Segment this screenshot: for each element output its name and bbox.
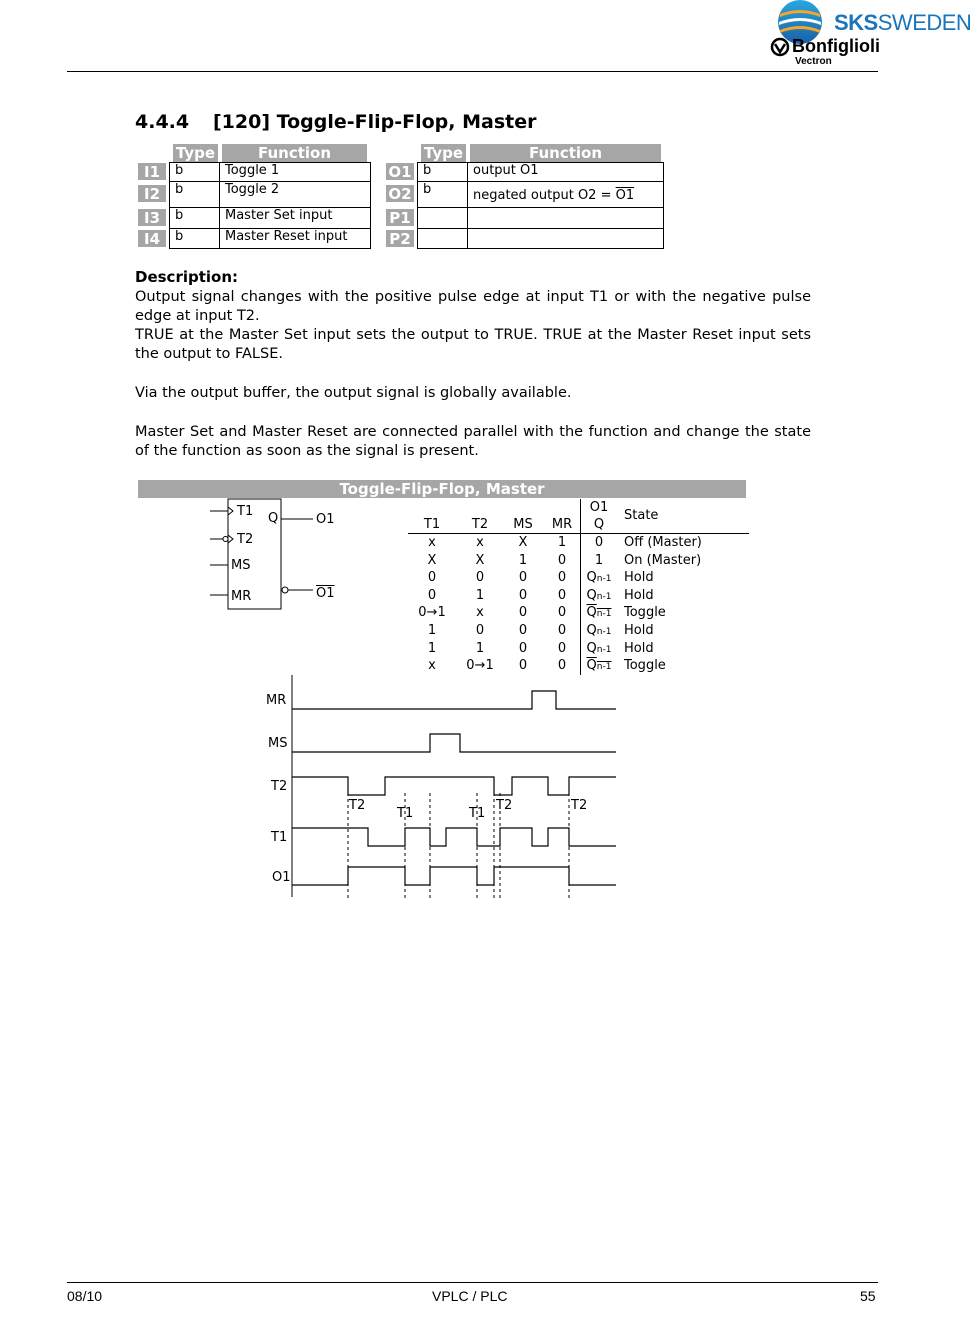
footer-page: 55 [860, 1288, 876, 1304]
footer-rule [67, 1282, 878, 1283]
tt-cell-q-subscript: n-1 [596, 609, 612, 619]
waveform-ms [292, 734, 616, 752]
waveform-o1 [292, 867, 616, 885]
tt-cell-q-value [587, 641, 612, 656]
tt-cell-q-subscript: n-1 [596, 592, 612, 602]
timing-label-ms: MS [268, 736, 288, 751]
tt-cell-ms: 1 [518, 553, 528, 568]
tt-header-q: Q [593, 517, 605, 532]
block-label-q: Q [268, 511, 279, 526]
block-label-o1: O1 [316, 512, 335, 527]
tt-header-t2: T2 [471, 517, 489, 532]
tt-cell-mr: 0 [557, 570, 567, 585]
tt-cell-q [582, 657, 616, 676]
tt-header-o1: O1 [589, 500, 609, 515]
tt-cell-mr: 0 [557, 641, 567, 656]
tt-header-state: State [624, 508, 659, 523]
block-label-ms: MS [231, 558, 251, 573]
tt-cell-mr: 0 [557, 623, 567, 638]
tt-cell-ms: 0 [518, 605, 528, 620]
tt-cell-q-value [595, 553, 603, 568]
diagram-banner: Toggle-Flip-Flop, Master [138, 480, 746, 498]
timing-label-mr: MR [266, 693, 287, 708]
tt-cell-q-subscript: n-1 [596, 662, 612, 672]
pin-o1: O1 [386, 163, 414, 180]
logo-sks-bold: SKS [834, 10, 878, 35]
tt-cell-ms: X [518, 535, 528, 550]
i4-type: b [169, 228, 220, 249]
tt-cell-q-value [595, 535, 603, 550]
pin-p1: P1 [386, 209, 414, 226]
tt-cell-mr: 0 [557, 553, 567, 568]
header-rule [67, 71, 878, 72]
tt-cell-q-subscript: n-1 [596, 627, 612, 637]
tt-cell-q-base: Q [586, 658, 597, 673]
tt-cell-ms: 0 [518, 570, 528, 585]
i4-function: Master Reset input [219, 228, 371, 249]
timing-label-t2: T2 [271, 779, 288, 794]
i2-function: Toggle 2 [219, 181, 371, 208]
tt-cell-state: Toggle [624, 658, 666, 673]
timing-diagram [260, 675, 620, 900]
edge-label-1: T2 [349, 798, 366, 813]
logo-sub: Vectron [795, 56, 832, 67]
inputs-type-header: Type [173, 144, 218, 162]
tt-cell-t2: x [476, 605, 484, 620]
tt-cell-q [582, 604, 616, 623]
tt-cell-mr: 0 [557, 605, 567, 620]
tt-cell-t1: x [428, 658, 436, 673]
o2-type: b [417, 181, 468, 208]
o2-function-overline: O1 [615, 188, 635, 203]
tt-cell-q-base: 0 [594, 535, 604, 550]
tt-cell-q-value [587, 605, 612, 620]
tt-cell-t1: 1 [427, 641, 437, 656]
logo-sks-text [834, 10, 971, 36]
section-title: [120] Toggle-Flip-Flop, Master [213, 111, 537, 133]
description-p1: Output signal changes with the positive pulse edge at input T1 or with the negative pulse edge at input T2. [135, 289, 811, 324]
p1-function [467, 207, 664, 229]
tt-cell-q-base: Q [586, 588, 597, 603]
description-p4: Master Set and Master Reset are connected parallel with the function and change the state of the function as soon as the signal is present. [135, 424, 811, 459]
waveform-t2 [292, 777, 616, 795]
tt-cell-mr: 1 [557, 535, 567, 550]
tt-cell-t2: 0 [475, 570, 485, 585]
tt-cell-ms: 0 [518, 623, 528, 638]
edge-label-5: T2 [571, 798, 588, 813]
tt-cell-ms: 0 [518, 588, 528, 603]
outputs-type-header: Type [421, 144, 466, 162]
tt-cell-t2: X [475, 553, 485, 568]
i3-type: b [169, 207, 220, 229]
p2-function [467, 228, 664, 249]
tt-cell-t1: X [427, 553, 437, 568]
tt-cell-state: Hold [624, 588, 654, 603]
pin-i2: I2 [138, 185, 166, 202]
tt-cell-q-base: Q [586, 623, 597, 638]
tt-cell-q [582, 569, 616, 588]
o1-type: b [417, 162, 468, 182]
pin-i4: I4 [138, 230, 166, 247]
tt-cell-q [582, 534, 616, 551]
tt-cell-t2: x [476, 535, 484, 550]
tt-cell-ms: 0 [518, 658, 528, 673]
waveform-t1 [292, 828, 616, 846]
outputs-function-header: Function [470, 144, 661, 162]
timing-label-o1: O1 [272, 870, 291, 885]
waveform-mr [292, 691, 616, 709]
block-label-t1: T1 [237, 504, 254, 519]
pin-i3: I3 [138, 209, 166, 226]
tt-cell-state: Toggle [624, 605, 666, 620]
tt-cell-mr: 0 [557, 658, 567, 673]
tt-header-ms: MS [513, 517, 533, 532]
description-p3: Via the output buffer, the output signal is globally available. [135, 385, 572, 401]
i2-type: b [169, 181, 220, 208]
pin-o2: O2 [386, 185, 414, 202]
tt-cell-q-base: 1 [594, 553, 604, 568]
tt-cell-q-value [587, 658, 612, 673]
tt-cell-q-base: Q [586, 641, 597, 656]
tt-cell-q-value [587, 623, 612, 638]
tt-cell-q-base: Q [586, 605, 597, 620]
pin-i1: I1 [138, 163, 166, 180]
block-label-mr: MR [231, 589, 252, 604]
tt-cell-ms: 0 [518, 641, 528, 656]
logo-sks-light: SWEDEN [877, 10, 971, 35]
tt-cell-t2: 1 [475, 588, 485, 603]
p2-type [417, 228, 468, 249]
edge-label-4: T2 [496, 798, 513, 813]
block-label-o1-negated: O1 [316, 586, 335, 601]
tt-cell-t2: 0 [475, 623, 485, 638]
tt-cell-q-subscript: n-1 [596, 574, 612, 584]
tt-cell-state: Off (Master) [624, 535, 702, 550]
tt-cell-mr: 0 [557, 588, 567, 603]
footer-doc: VPLC / PLC [432, 1288, 508, 1304]
tt-cell-t1: 1 [427, 623, 437, 638]
tt-cell-t1: 0 [427, 570, 437, 585]
inputs-function-header: Function [222, 144, 367, 162]
timing-label-t1: T1 [271, 830, 288, 845]
tt-cell-state: On (Master) [624, 553, 702, 568]
i1-type: b [169, 162, 220, 182]
edge-label-2: T1 [397, 806, 414, 821]
tt-cell-q [582, 552, 616, 569]
pin-p2: P2 [386, 230, 414, 247]
tt-cell-q-value [587, 570, 612, 585]
block-label-t2: T2 [237, 532, 254, 547]
footer-date: 08/10 [67, 1288, 103, 1304]
tt-cell-q-value [587, 588, 612, 603]
tt-cell-t1: 0→1 [418, 605, 446, 620]
tt-cell-state: Hold [624, 641, 654, 656]
tt-header-mr: MR [551, 517, 573, 532]
tt-header-t1: T1 [423, 517, 441, 532]
tt-cell-q-base: Q [586, 570, 597, 585]
description-title: Description: [135, 268, 239, 286]
i1-function: Toggle 1 [219, 162, 371, 182]
description-p2: TRUE at the Master Set input sets the output to TRUE. TRUE at the Master Reset input sets the output to FALSE. [135, 327, 811, 362]
logo-brand: Bonfiglioli [792, 36, 880, 56]
tt-cell-state: Hold [624, 570, 654, 585]
tt-cell-t2: 1 [475, 641, 485, 656]
bonfiglioli-mark-icon [770, 37, 790, 57]
o2-function-text: negated output O2 = [473, 188, 612, 203]
edge-label-3: T1 [469, 806, 486, 821]
tt-cell-t1: x [428, 535, 436, 550]
tt-cell-t2: 0→1 [466, 658, 494, 673]
p1-type [417, 207, 468, 229]
tt-cell-t1: 0 [427, 588, 437, 603]
tt-cell-q-subscript: n-1 [596, 645, 612, 655]
i3-function: Master Set input [219, 207, 371, 229]
tt-cell-q [582, 622, 616, 641]
section-heading [135, 111, 536, 133]
o2-function [467, 181, 664, 208]
section-number: 4.4.4 [135, 111, 190, 133]
o1-function: output O1 [467, 162, 664, 182]
tt-cell-state: Hold [624, 623, 654, 638]
